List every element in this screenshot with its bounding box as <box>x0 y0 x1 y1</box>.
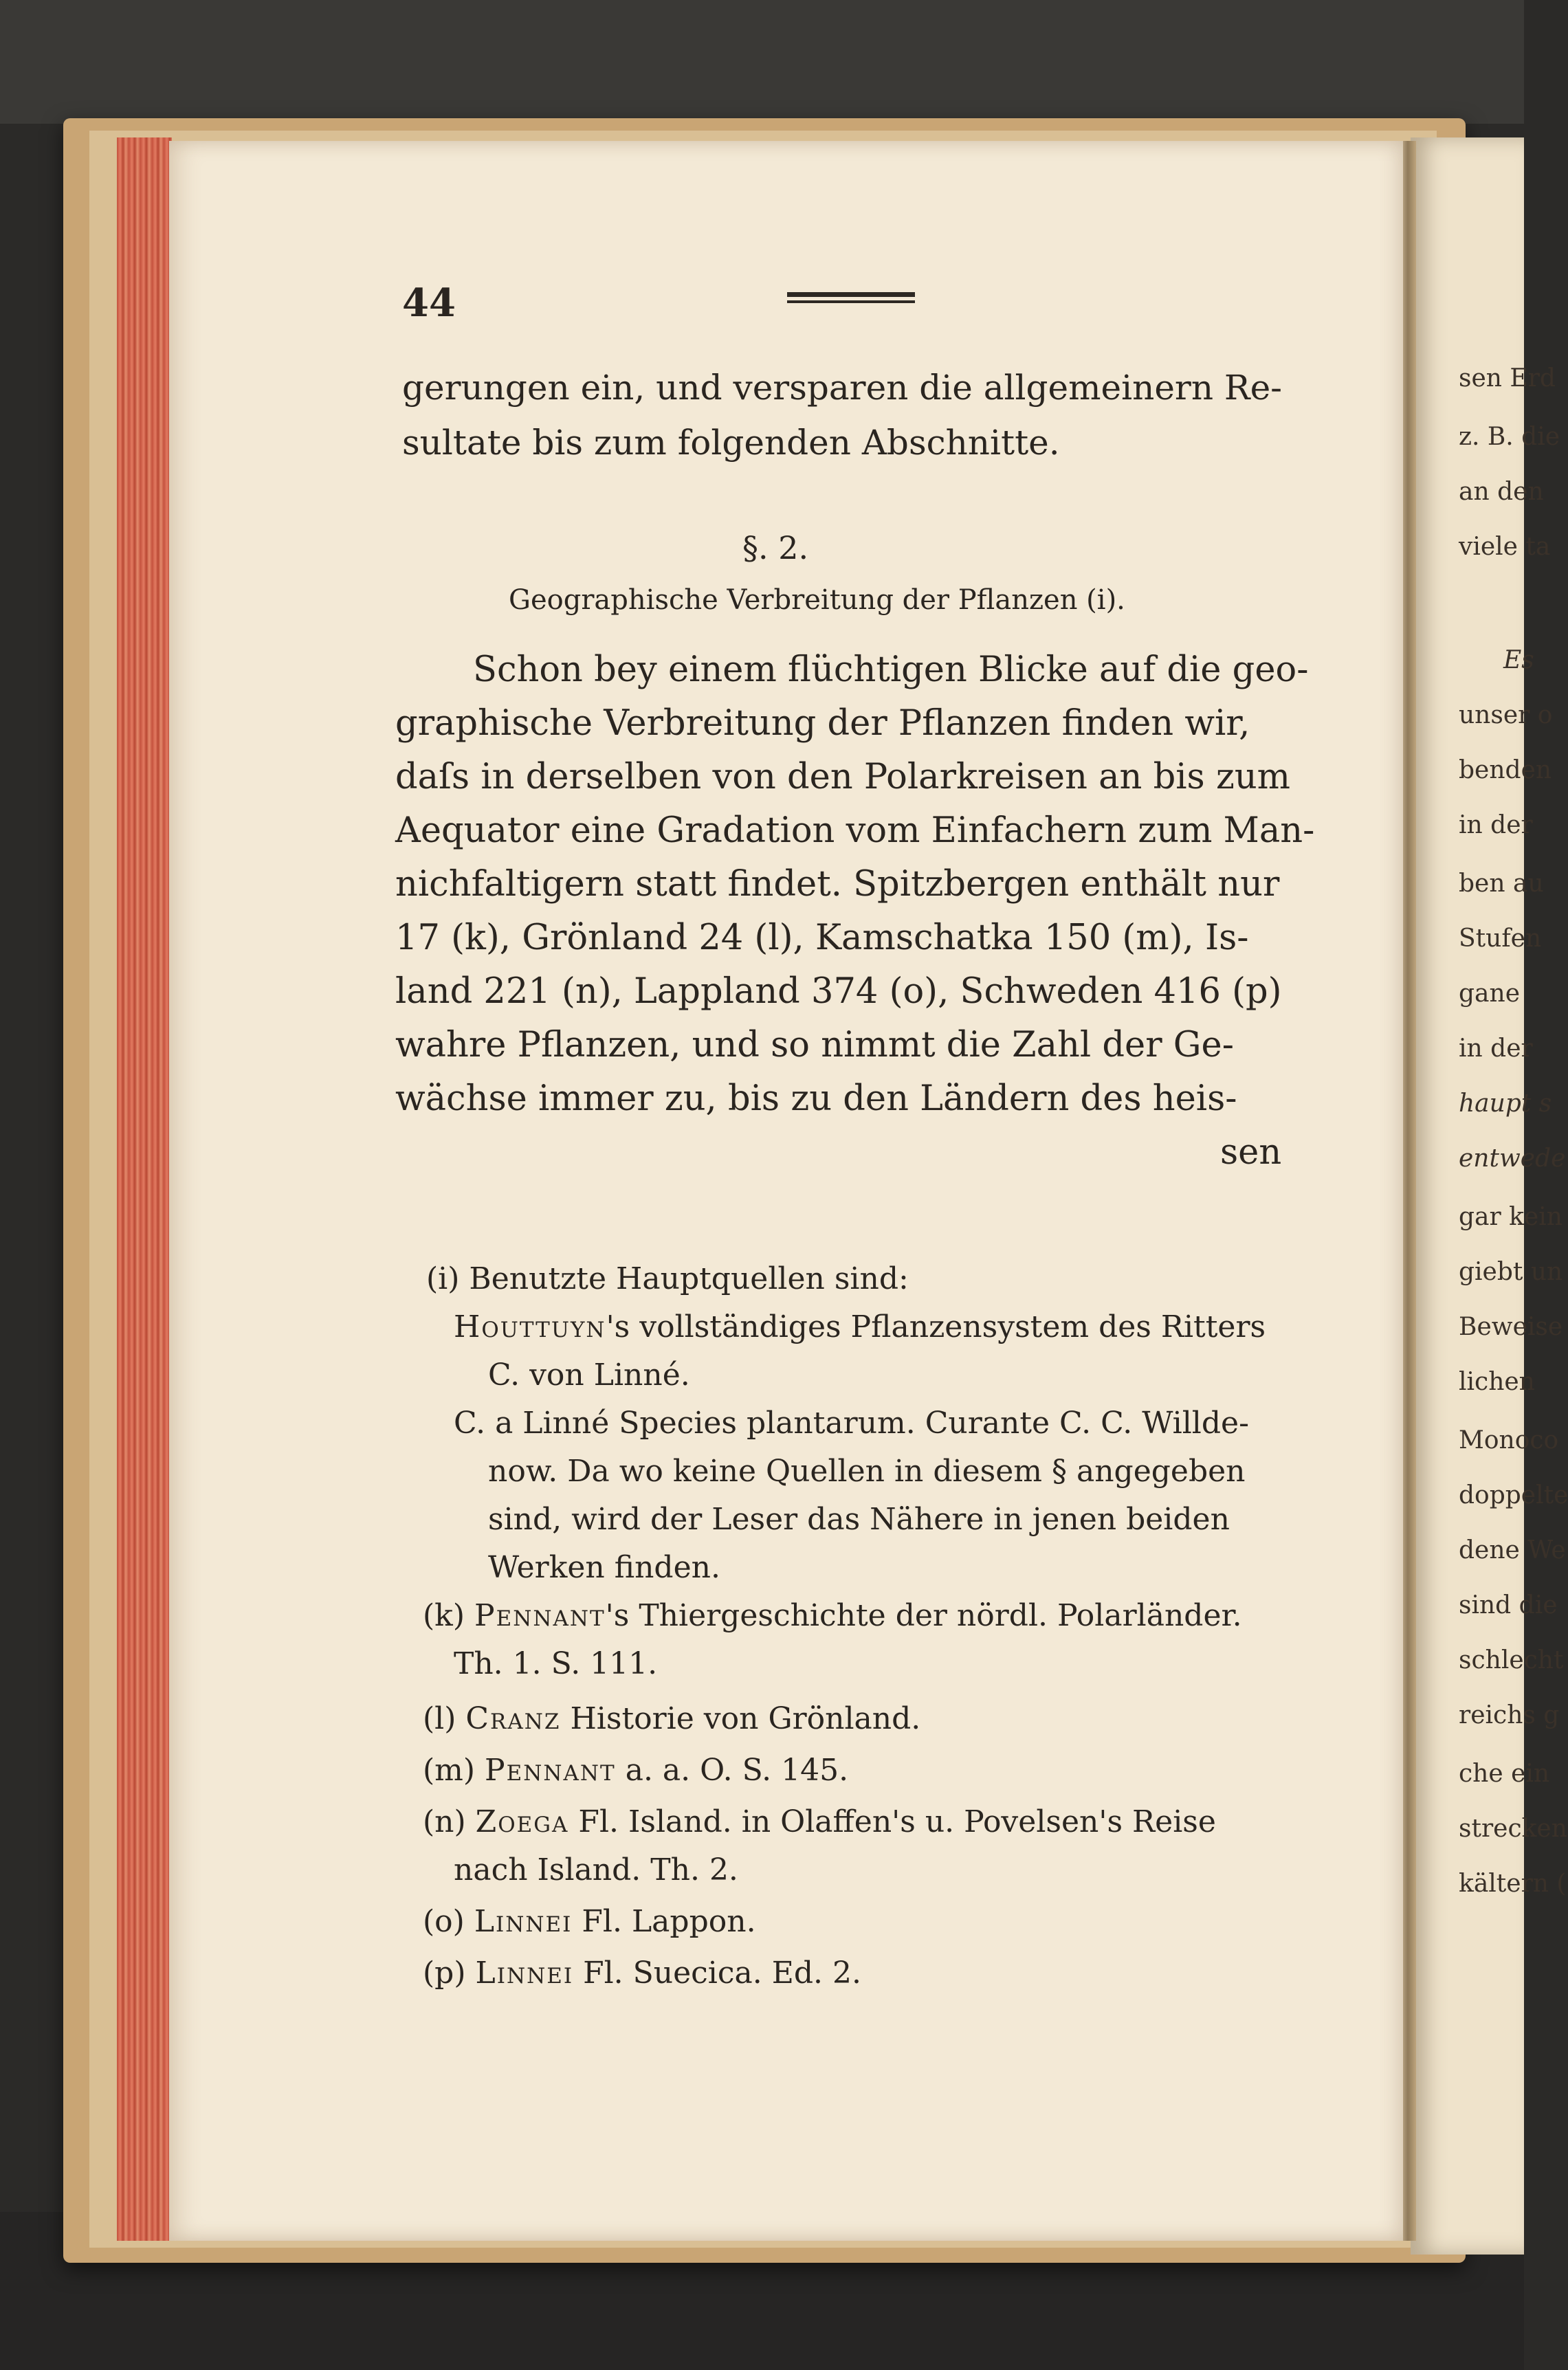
footnote-line <box>454 1646 657 1681</box>
catchword: sen <box>1220 1132 1282 1173</box>
footnote-text: now. Da wo keine Quellen in diesem § angegeben <box>488 1454 1246 1489</box>
facing-page-line: sen Erd <box>1459 364 1556 392</box>
footnote-author: Linnei <box>474 1904 573 1939</box>
section-mark: §. 2. <box>742 529 809 566</box>
footnote-text: a. a. O. S. 145. <box>615 1753 849 1788</box>
footnote-text: C. a Linné Species plantarum. Curante C. C. Willde- <box>454 1406 1249 1441</box>
body-line: Schon bey einem flüchtigen Blicke auf die geo- <box>473 650 1309 690</box>
footnote-line <box>454 1852 738 1887</box>
footnote-author: Pennant <box>474 1598 606 1633</box>
footnote-line <box>423 1904 756 1939</box>
footnote-label: (m) <box>423 1753 485 1788</box>
footnote-label: (l) <box>423 1701 466 1736</box>
footnote-author: Linnei <box>475 1956 574 1991</box>
footnote-line <box>423 1701 920 1736</box>
facing-page-line: doppelte <box>1459 1481 1568 1509</box>
header-rule-thin <box>787 300 915 303</box>
facing-page-line: che ein <box>1459 1760 1550 1788</box>
section-title: Geographische Verbreitung der Pflanzen (i). <box>509 584 1125 616</box>
facing-page-line: Stufen <box>1459 924 1542 953</box>
body-line: 17 (k), Grönland 24 (l), Kamschatka 150 (m), Is- <box>395 918 1249 958</box>
footnote-text: Fl. Island. in Olaffen's u. Povelsen's Reise <box>568 1804 1216 1839</box>
footnote-text: Historie von Grönland. <box>560 1701 921 1736</box>
facing-page-line: lichen <box>1459 1368 1535 1396</box>
facing-page-line: giebt un <box>1459 1258 1563 1286</box>
footnote-text: nach Island. Th. 2. <box>454 1852 738 1887</box>
footnote-text: Werken finden. <box>488 1550 720 1585</box>
footnote-text: Fl. Suecica. Ed. 2. <box>573 1956 861 1991</box>
footnote-line <box>423 1598 1242 1633</box>
facing-page-line: haupt s <box>1459 1089 1552 1118</box>
footnote-label: (k) <box>423 1598 474 1633</box>
facing-page-line: gane <box>1459 979 1520 1008</box>
footnote-text: sind, wird der Leser das Nähere in jenen beiden <box>488 1502 1230 1537</box>
footnote-label: (o) <box>423 1904 474 1939</box>
facing-page-line: Es <box>1503 646 1534 674</box>
body-line: wächse immer zu, bis zu den Ländern des heis- <box>395 1078 1237 1119</box>
facing-page-line: viele ta <box>1459 533 1551 561</box>
footnote-line <box>454 1309 1266 1344</box>
facing-page-line: kältern ( <box>1459 1870 1567 1898</box>
footnote-text: 's vollständiges Pflanzensystem des Ritters <box>606 1309 1266 1344</box>
facing-page-line: sind die <box>1459 1591 1558 1619</box>
body-line: nichfaltigern statt findet. Spitzbergen enthält nur <box>395 864 1280 905</box>
footnote-author: Pennant <box>485 1753 616 1788</box>
footnote-text: 's Thiergeschichte der nördl. Polarländer. <box>605 1598 1242 1633</box>
facing-page <box>1411 137 1568 2255</box>
facing-page-line: gar kein <box>1459 1203 1563 1231</box>
footnote-text: Fl. Lappon. <box>572 1904 756 1939</box>
page-number: 44 <box>402 280 456 326</box>
facing-page-line: in der <box>1459 811 1533 839</box>
facing-page-line: benden <box>1459 756 1552 784</box>
facing-page-line: dene We <box>1459 1536 1566 1564</box>
continuation-line: sultate bis zum folgenden Abschnitte. <box>402 423 1060 463</box>
footnote-line <box>423 1753 848 1788</box>
facing-page-line: an den <box>1459 478 1544 506</box>
facing-page-line: z. B. die <box>1459 423 1560 451</box>
footnote-label: (p) <box>423 1956 476 1991</box>
body-line: graphische Verbreitung der Pflanzen finden wir, <box>395 703 1250 744</box>
backdrop-top <box>0 0 1524 124</box>
footnote-author: Houttuyn <box>454 1309 606 1344</box>
facing-page-line: Monoco <box>1459 1426 1559 1454</box>
footnote-author: Zoega <box>475 1804 569 1839</box>
footnote-author: Cranz <box>465 1701 561 1736</box>
footnote-text: Benutzte Hauptquellen sind: <box>469 1261 909 1296</box>
facing-page-line: entwede <box>1459 1144 1566 1173</box>
facing-page-line: strecken <box>1459 1815 1567 1843</box>
facing-page-line: Beweise <box>1459 1313 1563 1341</box>
footnote-text: C. von Linné. <box>488 1358 690 1393</box>
footnote-line <box>488 1358 690 1393</box>
facing-page-line: reichs g <box>1459 1701 1560 1729</box>
facing-page-line: ben au <box>1459 870 1544 898</box>
footnote-line <box>426 1261 909 1296</box>
footnote-line <box>488 1454 1245 1489</box>
footnote-line <box>454 1406 1249 1441</box>
footnote-label: (i) <box>426 1261 470 1296</box>
body-line: Aequator eine Gradation vom Einfachern zum Man- <box>395 810 1315 851</box>
body-line: daſs in derselben von den Polarkreisen an bis zum <box>395 757 1291 797</box>
facing-page-line: schlecht <box>1459 1646 1564 1674</box>
facing-page-line: in der <box>1459 1034 1533 1063</box>
footnote-line <box>488 1502 1230 1537</box>
footnote-line <box>488 1550 720 1585</box>
header-rule <box>787 292 915 297</box>
page-edges <box>117 137 172 2241</box>
continuation-line: gerungen ein, und versparen die allgemeinern Re- <box>402 368 1283 408</box>
facing-page-line: unser o <box>1459 701 1553 729</box>
body-line: wahre Pflanzen, und so nimmt die Zahl der Ge- <box>395 1025 1234 1065</box>
body-line: land 221 (n), Lappland 374 (o), Schweden 416 (p) <box>395 971 1282 1012</box>
footnote-line <box>423 1804 1216 1839</box>
footnote-text: Th. 1. S. 111. <box>454 1646 658 1681</box>
footnote-line <box>423 1956 861 1991</box>
footnote-label: (n) <box>423 1804 476 1839</box>
